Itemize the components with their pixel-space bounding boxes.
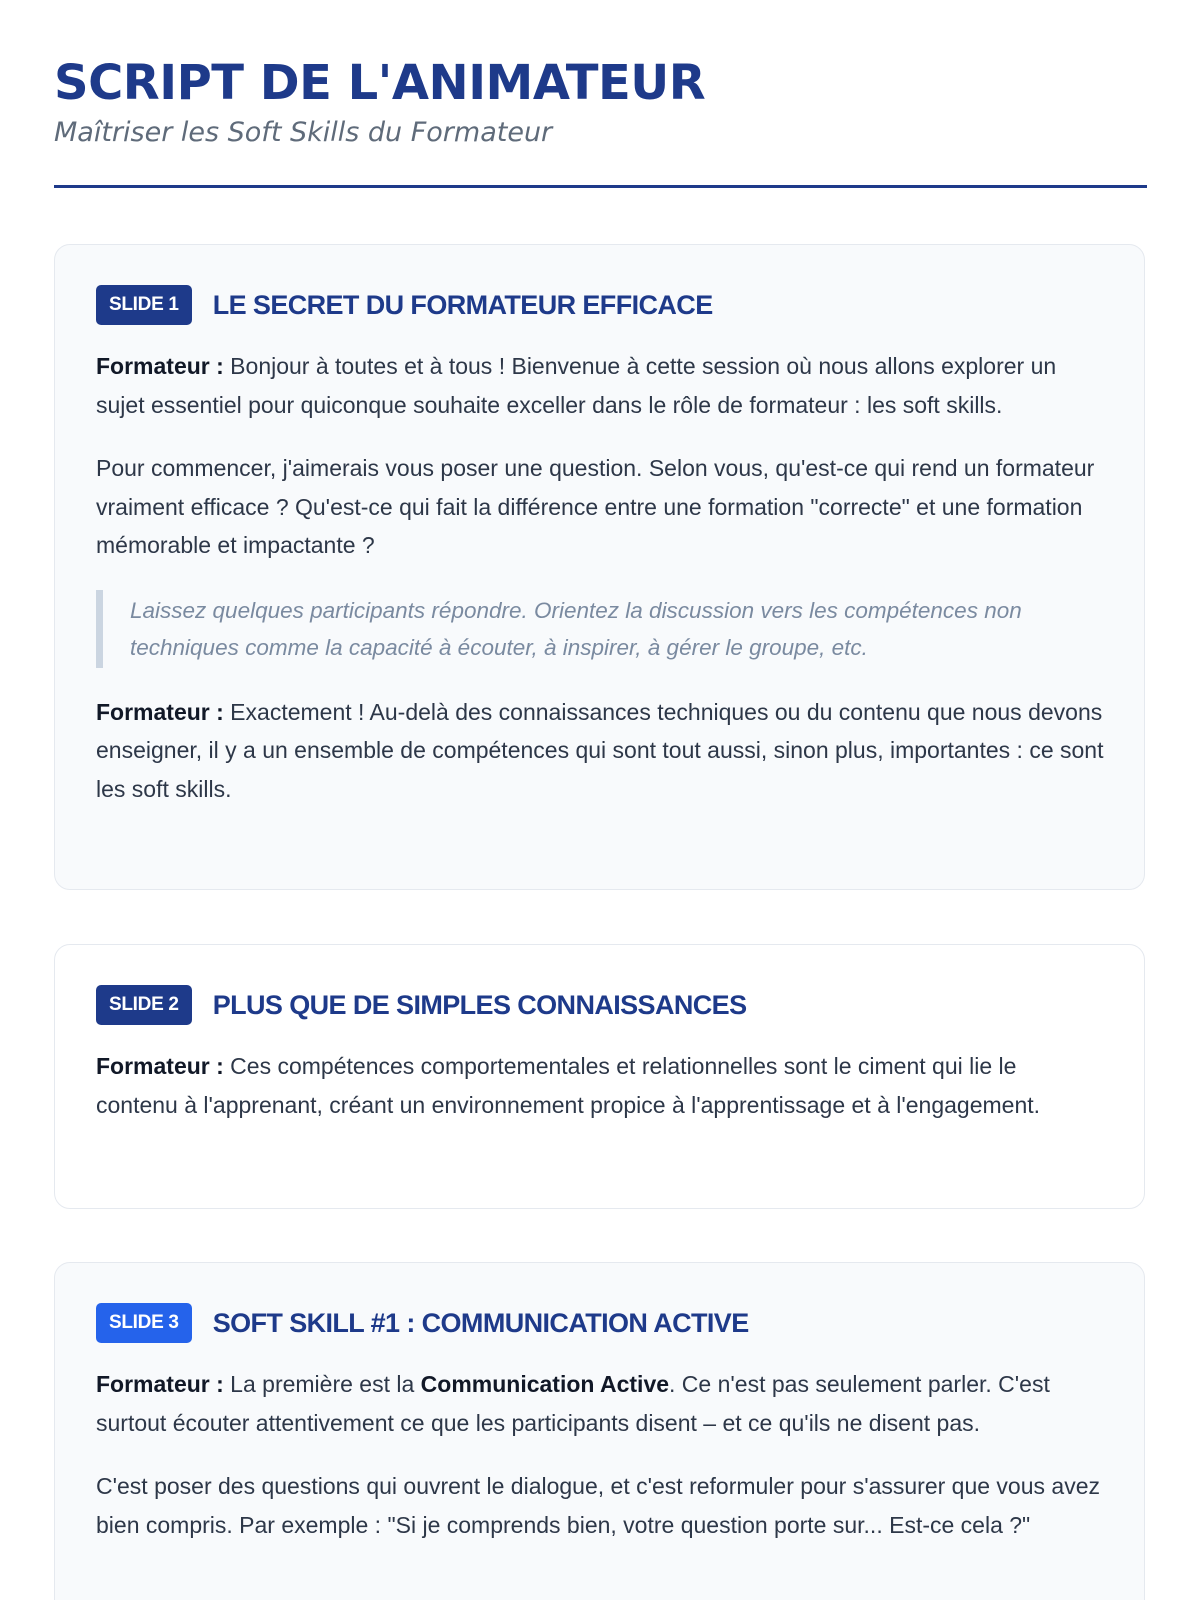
- speaker-label: Formateur :: [96, 1371, 224, 1397]
- slide-card-3: [54, 1262, 1145, 1600]
- paragraph-text: Exactement ! Au-delà des connaissances techniques ou du contenu que nous devons enseigner, il y a un ensemble de compétences qui sont tout aussi, sinon plus, importantes : ce sont les soft skills.: [96, 698, 1104, 802]
- slide-header: [96, 285, 1104, 325]
- document-title: SCRIPT DE L'ANIMATEUR: [54, 55, 706, 111]
- paragraph-text: Ces compétences comportementales et relationnelles sont le ciment qui lie le contenu à l'apprenant, créant un environnement propice à l'apprentissage et à l'engagement.: [96, 1053, 1041, 1118]
- speaker-label: Formateur :: [96, 698, 224, 725]
- slide-card-2: [54, 944, 1145, 1209]
- paragraph-text: . Ce n'est pas seulement parler. C'est surtout écouter attentivement ce que les participants disent – et ce qu'ils ne disent pas.: [96, 1371, 1050, 1436]
- slide-title: SOFT SKILL #1 : COMMUNICATION ACTIVE: [212, 1307, 749, 1338]
- speaker-label: Formateur :: [96, 1053, 224, 1079]
- paragraph-text: Bonjour à toutes et à tous ! Bienvenue à cette session où nous allons explorer un sujet essentiel pour quiconque souhaite exceller dans le rôle de formateur : les soft skills.: [96, 353, 1057, 418]
- slide-badge: SLIDE 3: [96, 1303, 192, 1343]
- slide-badge: SLIDE 2: [96, 985, 192, 1025]
- slide-title: LE SECRET DU FORMATEUR EFFICACE: [212, 289, 713, 320]
- slide-card-1: [54, 244, 1145, 890]
- document-subtitle: Maîtriser les Soft Skills du Formateur: [54, 117, 553, 148]
- header-divider: [54, 185, 1147, 188]
- paragraph-text: La première est la: [223, 1371, 421, 1397]
- slide-badge: SLIDE 1: [96, 285, 192, 325]
- speaker-paragraph: [96, 693, 1104, 809]
- speaker-label: Formateur :: [96, 353, 224, 379]
- speaker-paragraph: [96, 1047, 1104, 1124]
- facilitator-note: Laissez quelques participants répondre. Orientez la discussion vers les compétences non techniques comme la capacité à écouter, à inspirer, à gérer le groupe, etc.: [96, 590, 1104, 668]
- paragraph: Pour commencer, j'aimerais vous poser une question. Selon vous, qu'est-ce qui rend un formateur vraiment efficace ? Qu'est-ce qui fait la différence entre une formation "correcte" et une formation mémorable et impactante ?: [96, 455, 1095, 558]
- emphasized-term: Communication Active: [420, 1371, 670, 1397]
- slide-title: PLUS QUE DE SIMPLES CONNAISSANCES: [212, 989, 747, 1020]
- document-header: [54, 54, 1147, 150]
- slide-header: [96, 985, 1104, 1025]
- speaker-paragraph: [96, 1365, 1104, 1442]
- paragraph: C'est poser des questions qui ouvrent le dialogue, et c'est reformuler pour s'assurer que vous avez bien compris. Par exemple : "Si je comprends bien, votre question porte sur... Est-ce cela ?": [96, 1473, 1100, 1538]
- speaker-paragraph: [96, 347, 1104, 424]
- slide-header: [96, 1303, 1104, 1343]
